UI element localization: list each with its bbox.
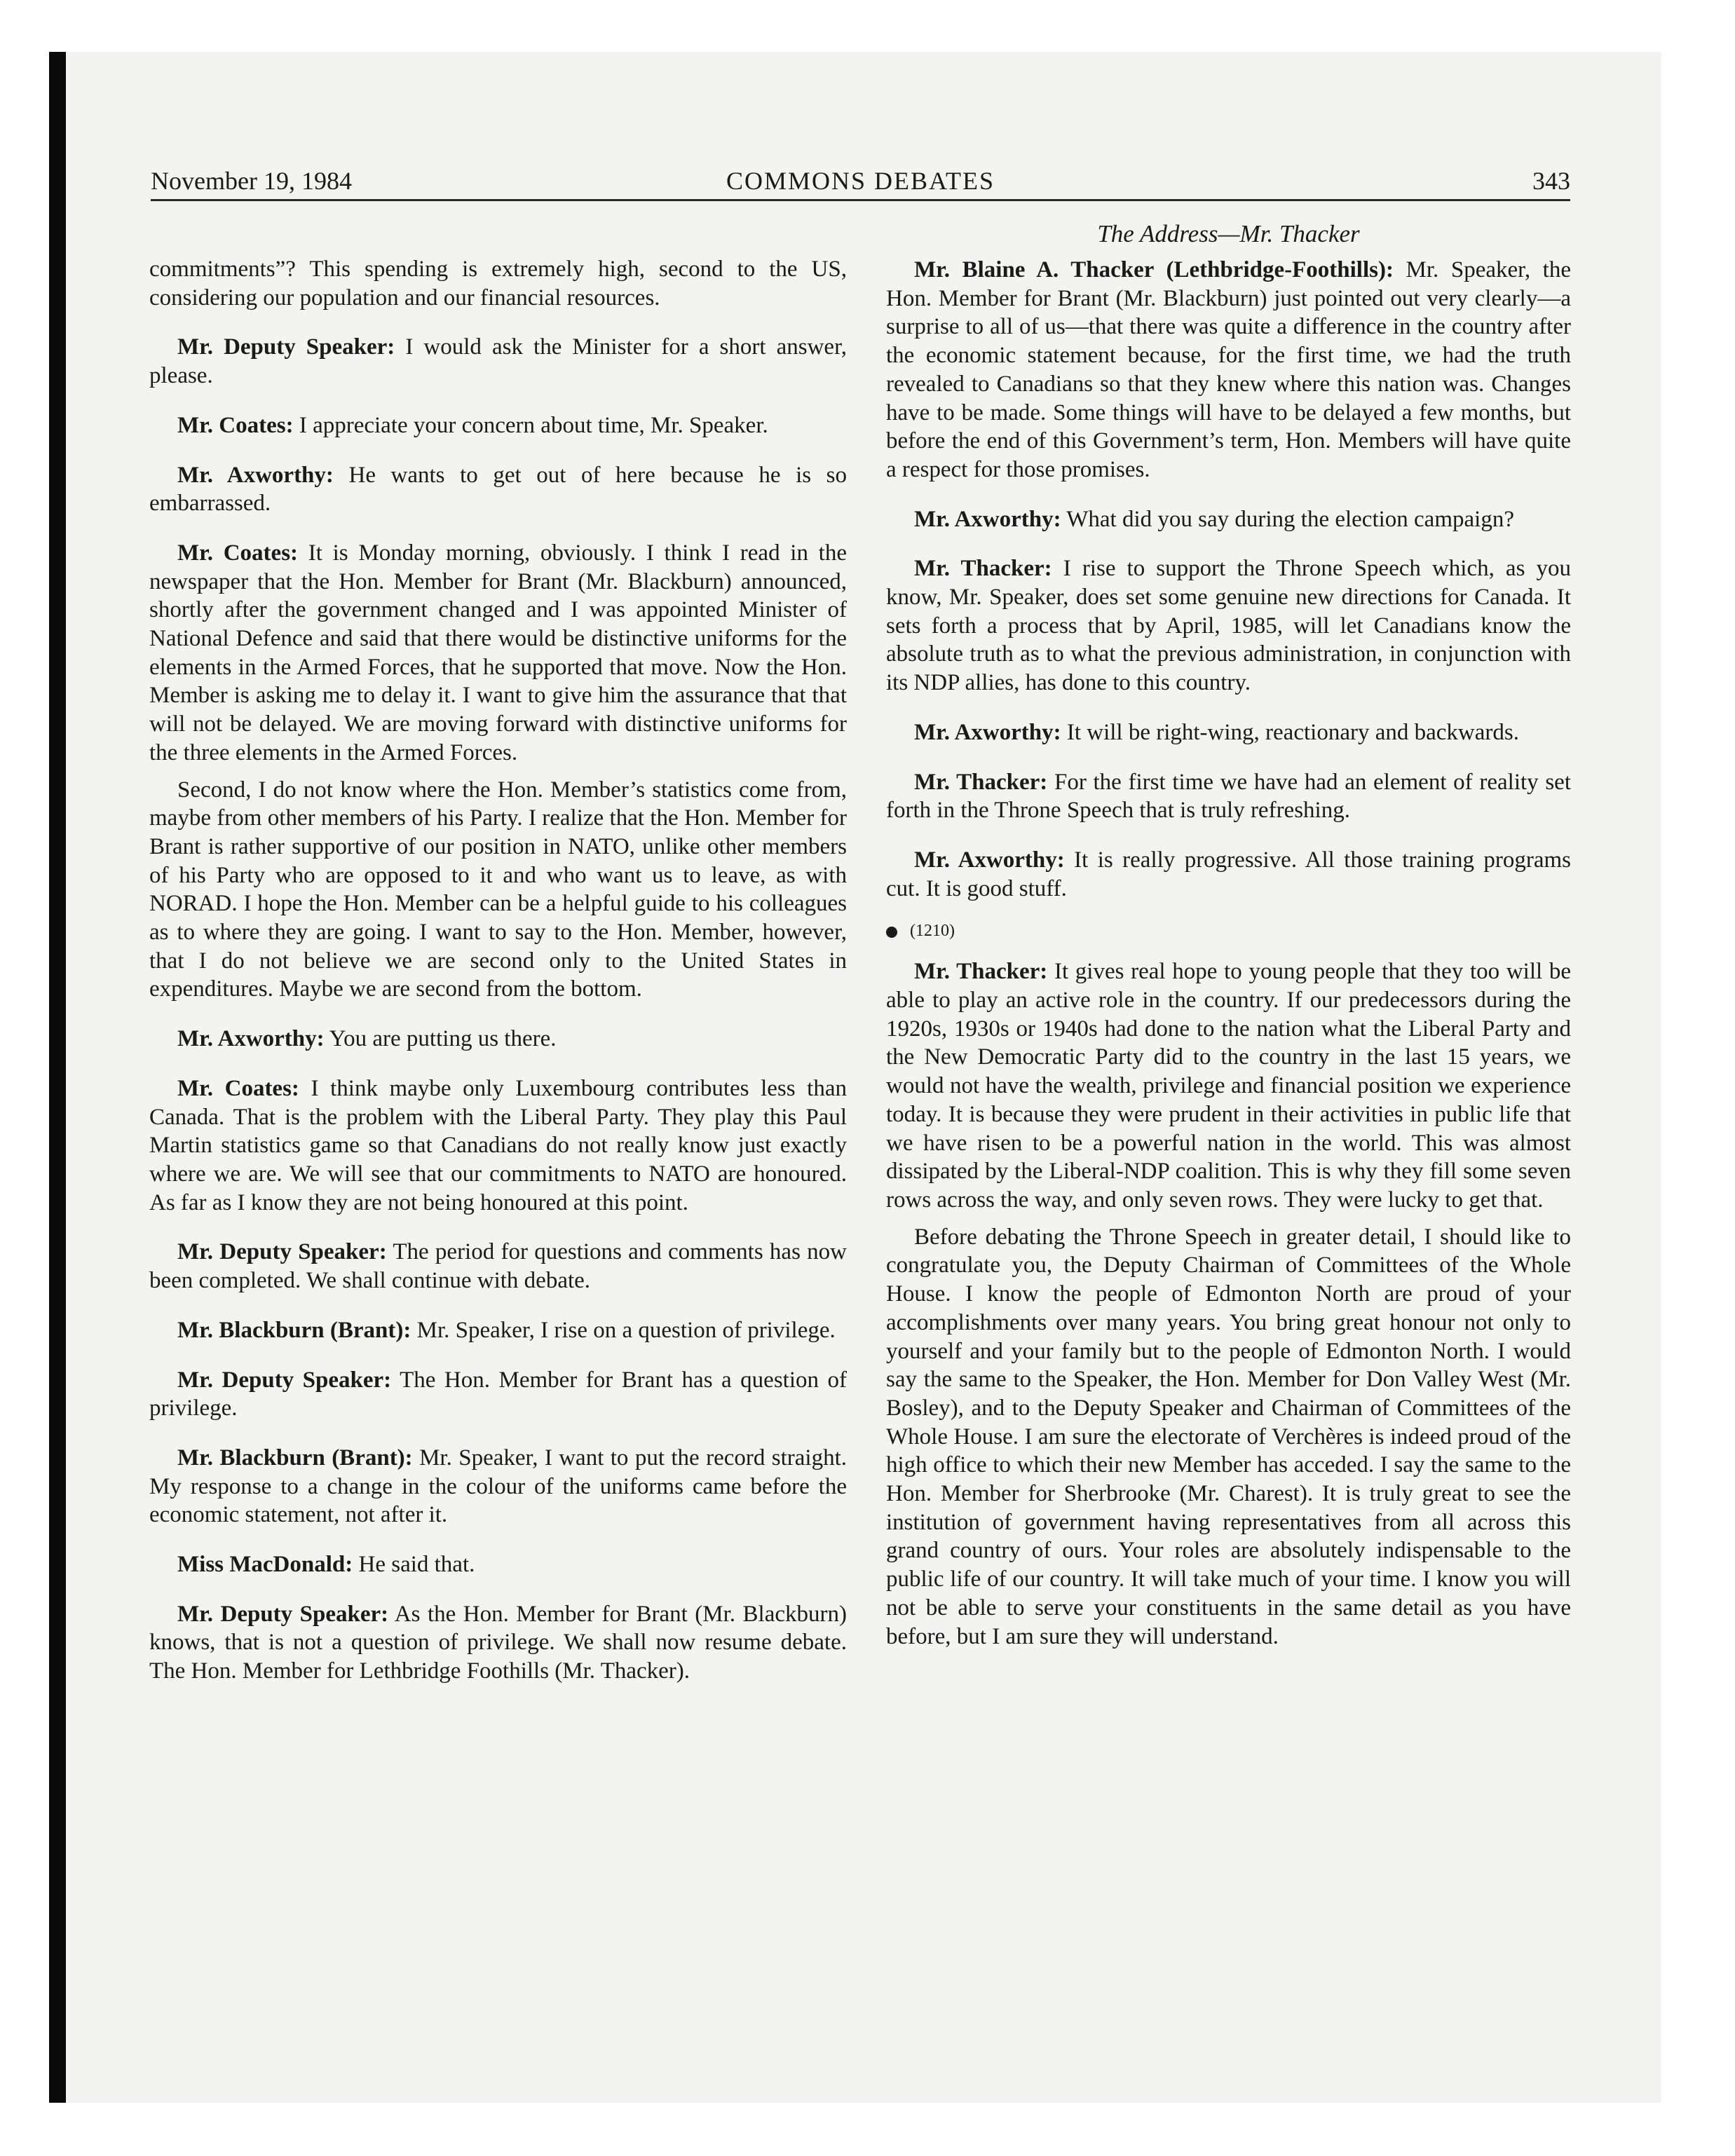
speaker-name: Mr. Coates: — [177, 540, 299, 566]
speaker-name: Mr. Blaine A. Thacker (Lethbridge-Foothills): — [914, 257, 1394, 282]
speech-paragraph — [149, 333, 847, 390]
speech-text: What did you say during the election campaign? — [1066, 506, 1514, 532]
speech-paragraph — [149, 1550, 847, 1579]
speech-paragraph — [149, 1366, 847, 1423]
page-header — [151, 163, 1570, 201]
speech-paragraph — [149, 461, 847, 518]
speech-paragraph — [149, 1025, 847, 1053]
header-page-number: 343 — [1532, 167, 1570, 195]
speech-text: He said that. — [358, 1552, 475, 1578]
speaker-name: Mr. Axworthy: — [914, 719, 1061, 745]
paragraph-text: commitments”? This spending is extremely high, second to the US, considering our population and our financial resources. — [149, 257, 847, 311]
speech-text: The Hon. Member for Brant has a question of privilege. — [149, 1367, 847, 1421]
header-title: COMMONS DEBATES — [726, 167, 995, 195]
speech-text: The period for questions and comments has now been completed. We shall continue with debate. — [149, 1239, 847, 1294]
speech-paragraph — [886, 505, 1571, 534]
speech-text: I would ask the Minister for a short answer, please. — [149, 334, 847, 389]
speech-paragraph — [886, 768, 1571, 825]
speaker-name: Mr. Deputy Speaker: — [177, 1601, 389, 1627]
speech-text: I think maybe only Luxembourg contributes less than Canada. That is the problem with the Liberal Party. They play this Paul Martin statistics game so that Canadians do not really know just exactly where we are. We will see that our commitments to NATO are honoured. As far as I know they are not being honoured at this point. — [149, 1075, 847, 1215]
speech-paragraph — [886, 718, 1571, 747]
speech-paragraph — [149, 1600, 847, 1686]
speaker-name: Mr. Blackburn (Brant): — [177, 1317, 411, 1343]
speech-text: It gives real hope to young people that they too will be able to play an active role in the country. If our predecessors during the 1920s, 1930s or 1940s had done to the nation what the Liberal Party and the New Democratic Party did to the country in the last 15 years, we would not have the wealth, privilege and financial position we experience today. It is because they were prudent in their activities in public life that we have risen to be a powerful nation in the world. This was almost dissipated by the Liberal-NDP coalition. This is why they fill some seven rows across the way, and only seven rows. They were lucky to get that. — [886, 959, 1571, 1213]
speech-text: You are putting us there. — [329, 1026, 557, 1052]
speaker-name: Mr. Blackburn (Brant): — [177, 1445, 413, 1471]
paragraph-text: Second, I do not know where the Hon. Member’s statistics come from, maybe from other members of his Party. I realize that the Hon. Member for Brant is rather supportive of our position in NATO, unlike other members of his Party who are opposed to it and who want us to leave, as with NORAD. I hope the Hon. Member can be a helpful guide to his colleagues as to where they are going. I want to say to the Hon. Member, however, that I do not believe we are second only to the United States in expenditures. Maybe we are second from the bottom. — [149, 777, 847, 1002]
speech-text: It is Monday morning, obviously. I think I read in the newspaper that the Hon. Member for Brant (Mr. Blackburn) announced, shortly after the government changed and I was appointed Minister of National Defence and said that there would be distinctive uniforms for the elements in the Armed Forces, that he supported that move. Now the Hon. Member is asking me to delay it. I want to give him the assurance that that will not be delayed. We are moving forward with distinctive uniforms for the three elements in the Armed Forces. — [149, 540, 847, 765]
speaker-name: Mr. Thacker: — [914, 769, 1048, 795]
right-column — [886, 256, 1571, 1651]
speech-paragraph — [886, 846, 1571, 903]
speaker-name: Mr. Coates: — [177, 1075, 299, 1101]
speech-paragraph — [149, 411, 847, 440]
speaker-name: Miss MacDonald: — [177, 1552, 353, 1578]
speaker-name: Mr. Deputy Speaker: — [177, 1239, 387, 1265]
speech-text: I appreciate your concern about time, Mr. Speaker. — [299, 412, 768, 438]
left-column — [149, 255, 847, 1686]
speech-paragraph — [149, 1238, 847, 1295]
speech-text: It is really progressive. All those training programs cut. It is good stuff. — [886, 847, 1571, 901]
speech-text: He wants to get out of here because he is so embarrassed. — [149, 462, 847, 517]
bullet-icon — [886, 927, 897, 938]
speech-paragraph — [886, 256, 1571, 484]
speech-paragraph — [886, 957, 1571, 1214]
time-marker-text: (1210) — [910, 922, 955, 941]
speech-paragraph — [149, 1316, 847, 1345]
speech-text: Mr. Speaker, the Hon. Member for Brant (Mr. Blackburn) just pointed out very clearly—a surprise to all of us—that there was quite a difference in the country after the economic statement because, for the first time, we had the truth revealed to Canadians so that they knew where this nation was. Changes have to be made. Some things will have to be delayed a few months, but before the end of this Government’s term, Hon. Members will have quite a respect for those promises. — [886, 257, 1572, 482]
speaker-name: Mr. Thacker: — [914, 959, 1048, 985]
speech-paragraph — [149, 539, 847, 767]
header-date: November 19, 1984 — [151, 167, 352, 195]
speaker-name: Mr. Axworthy: — [914, 506, 1061, 532]
time-marker — [886, 917, 1571, 945]
paragraph — [886, 1223, 1571, 1651]
speaker-name: Mr. Axworthy: — [177, 1026, 325, 1052]
speech-text: I rise to support the Throne Speech which, as you know, Mr. Speaker, does set some genuine new directions for Canada. It sets forth a process that by April, 1985, will let Canadians know the absolute truth as to what the previous administration, in conjunction with its NDP allies, has done to this country. — [886, 556, 1572, 696]
paragraph — [149, 255, 847, 312]
speech-text: For the first time we have had an element of reality set forth in the Throne Speech that is truly refreshing. — [886, 769, 1572, 824]
speaker-name: Mr. Coates: — [177, 412, 294, 438]
speaker-name: Mr. Deputy Speaker: — [177, 1367, 392, 1393]
running-head: The Address—Mr. Thacker — [1097, 220, 1360, 247]
speaker-name: Mr. Axworthy: — [914, 847, 1065, 873]
speaker-name: Mr. Axworthy: — [177, 462, 334, 488]
speaker-name: Mr. Thacker: — [914, 556, 1052, 582]
speech-paragraph — [149, 1444, 847, 1529]
speech-paragraph — [886, 554, 1571, 697]
speech-text: Mr. Speaker, I rise on a question of privilege. — [416, 1317, 836, 1343]
paragraph — [149, 776, 847, 1004]
paragraph-text: Before debating the Throne Speech in greater detail, I should like to congratulate you, the Deputy Chairman of Committees of the Whole House. I know the people of Edmonton North are proud of your accomplishments over many years. You bring great honour not only to yourself and your family but to the people of Edmonton North. I would say the same to the Speaker, the Hon. Member for Don Valley West (Mr. Bosley), and to the Deputy Speaker and Chairman of Committees of the Whole House. I am sure the electorate of Verchères is indeed proud of the high office to which their new Member has acceded. I say the same to the Hon. Member for Sherbrooke (Mr. Charest). It is truly great to see the institution of government having representatives from all across this grand country of ours. Your roles are absolutely indispensable to the public life of our country. It will take much of your time. I know you will not be able to serve your constituents in the same detail as you have before, but I am sure they will understand. — [886, 1224, 1571, 1649]
speech-text: Mr. Speaker, I want to put the record straight. My response to a change in the colour of the uniforms came before the economic statement, not after it. — [149, 1445, 848, 1528]
speech-text: As the Hon. Member for Brant (Mr. Blackburn) knows, that is not a question of privilege. We shall now resume debate. The Hon. Member for Lethbridge Foothills (Mr. Thacker). — [149, 1601, 847, 1684]
speaker-name: Mr. Deputy Speaker: — [177, 334, 395, 360]
speech-text: It will be right-wing, reactionary and backwards. — [1066, 719, 1519, 745]
speech-paragraph — [149, 1074, 847, 1217]
